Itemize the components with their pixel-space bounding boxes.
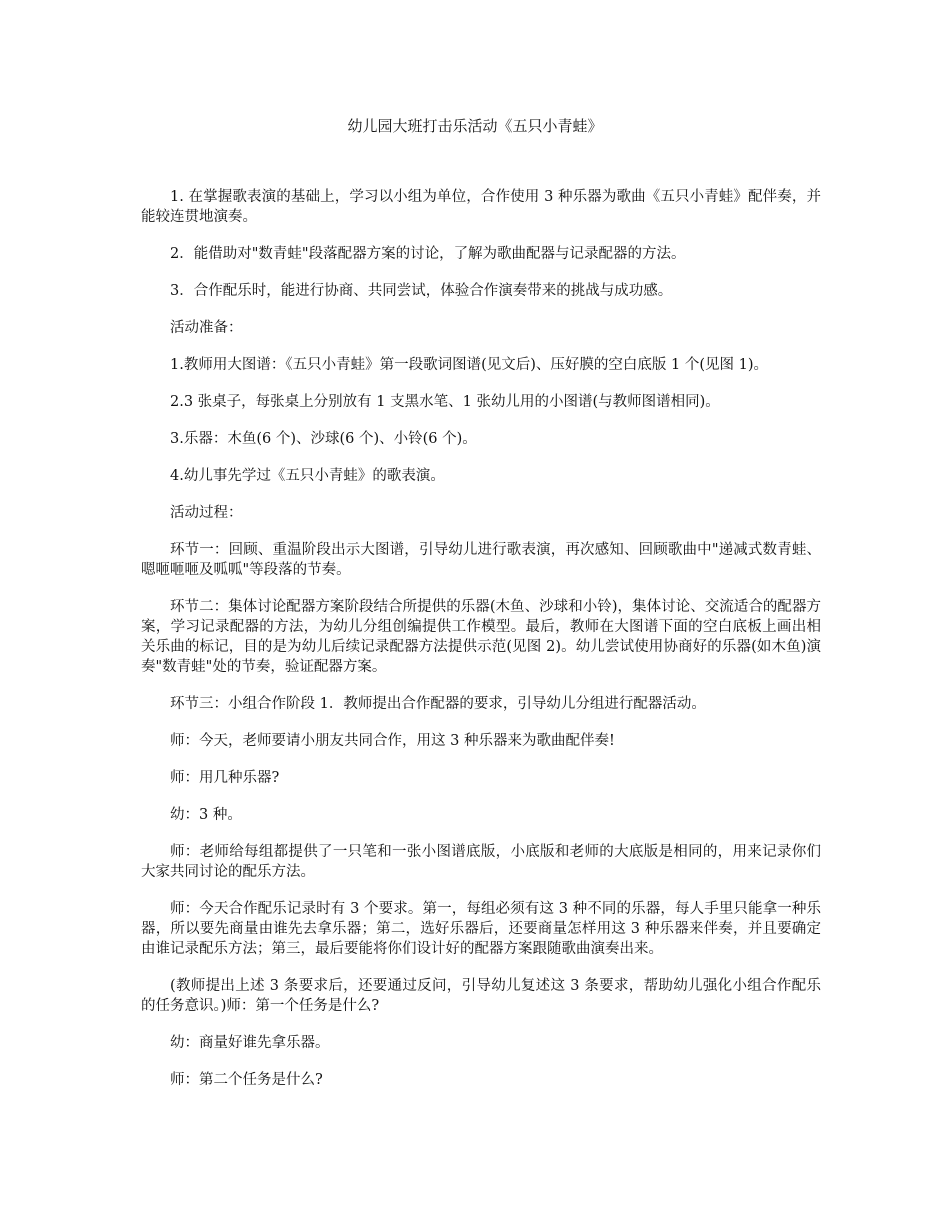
paragraph-stage-1: 环节一：回顾、重温阶段出示大图谱，引导幼儿进行歌表演，再次感知、回顾歌曲中"递减式数青蛙、嗯咂咂咂及呱呱"等段落的节奏。 — [141, 542, 821, 578]
section-heading-process: 活动过程： — [170, 505, 243, 521]
section-heading-preparation: 活动准备： — [170, 320, 243, 336]
dialogue-line: 幼：3 种。 — [170, 807, 242, 823]
dialogue-line: 师：今天合作配乐记录时有 3 个要求。第一，每组必须有这 3 种不同的乐器，每人手里只能拿一种乐器，所以要先商量由谁先去拿乐器；第二，选好乐器后，还要商量怎样用这 3 种乐器来伴奏，并且要确定由谁记录配乐方法；第三，最后要能将你们设计好的配器方案跟随歌曲演奏出来。 — [141, 901, 821, 957]
paragraph-prep-3: 3.乐器：木鱼(6 个)、沙球(6 个)、小铃(6 个)。 — [170, 431, 477, 447]
dialogue-line: 师：老师给每组都提供了一只笔和一张小图谱底版，小底版和老师的大底版是相同的，用来记录你们大家共同讨论的配乐方法。 — [141, 844, 821, 880]
dialogue-line: 师：用几种乐器? — [170, 770, 280, 786]
paragraph-goal-3: 3．合作配乐时，能进行协商、共同尝试，体验合作演奏带来的挑战与成功感。 — [170, 283, 673, 299]
paragraph-goal-1: 1. 在掌握歌表演的基础上，学习以小组为单位，合作使用 3 种乐器为歌曲《五只小青蛙》配伴奏，并能较连贯地演奏。 — [141, 189, 821, 225]
paragraph-goal-2: 2．能借助对"数青蛙"段落配器方案的讨论，了解为歌曲配器与记录配器的方法。 — [170, 246, 686, 262]
dialogue-line: 师：今天，老师要请小朋友共同合作，用这 3 种乐器来为歌曲配伴奏! — [170, 733, 615, 749]
document-body — [141, 187, 821, 1107]
paragraph-stage-2: 环节二：集体讨论配器方案阶段结合所提供的乐器(木鱼、沙球和小铃)，集体讨论、交流适合的配器方案，学习记录配器的方法，为幼儿分组创编提供工作模型。最后，教师在大图谱下面的空白底板上画出相关乐曲的标记，目的是为幼儿后续记录配器方法提供示范(见图 2)。幼儿尝试使用协商好的乐器(如木鱼)演奏"数青蛙"处的节奏，验证配器方案。 — [141, 599, 821, 675]
dialogue-line: (教师提出上述 3 条要求后，还要通过反问，引导幼儿复述这 3 条要求，帮助幼儿强化小组合作配乐的任务意识。)师：第一个任务是什么? — [141, 978, 821, 1014]
paragraph-stage-3: 环节三：小组合作阶段 1．教师提出合作配器的要求，引导幼儿分组进行配器活动。 — [170, 696, 706, 712]
document-title: 幼儿园大班打击乐活动《五只小青蛙》 — [347, 117, 603, 135]
paragraph-prep-4: 4.幼儿事先学过《五只小青蛙》的歌表演。 — [170, 468, 445, 484]
paragraph-prep-1: 1.教师用大图谱：《五只小青蛙》第一段歌词图谱(见文后)、压好膜的空白底版 1 个(见图 1)。 — [170, 357, 768, 373]
dialogue-line: 师：第二个任务是什么? — [170, 1072, 323, 1088]
dialogue-line: 幼：商量好谁先拿乐器。 — [170, 1035, 330, 1051]
paragraph-prep-2: 2.3 张桌子，每张桌上分别放有 1 支黑水笔、1 张幼儿用的小图谱(与教师图谱相同)。 — [170, 394, 720, 410]
